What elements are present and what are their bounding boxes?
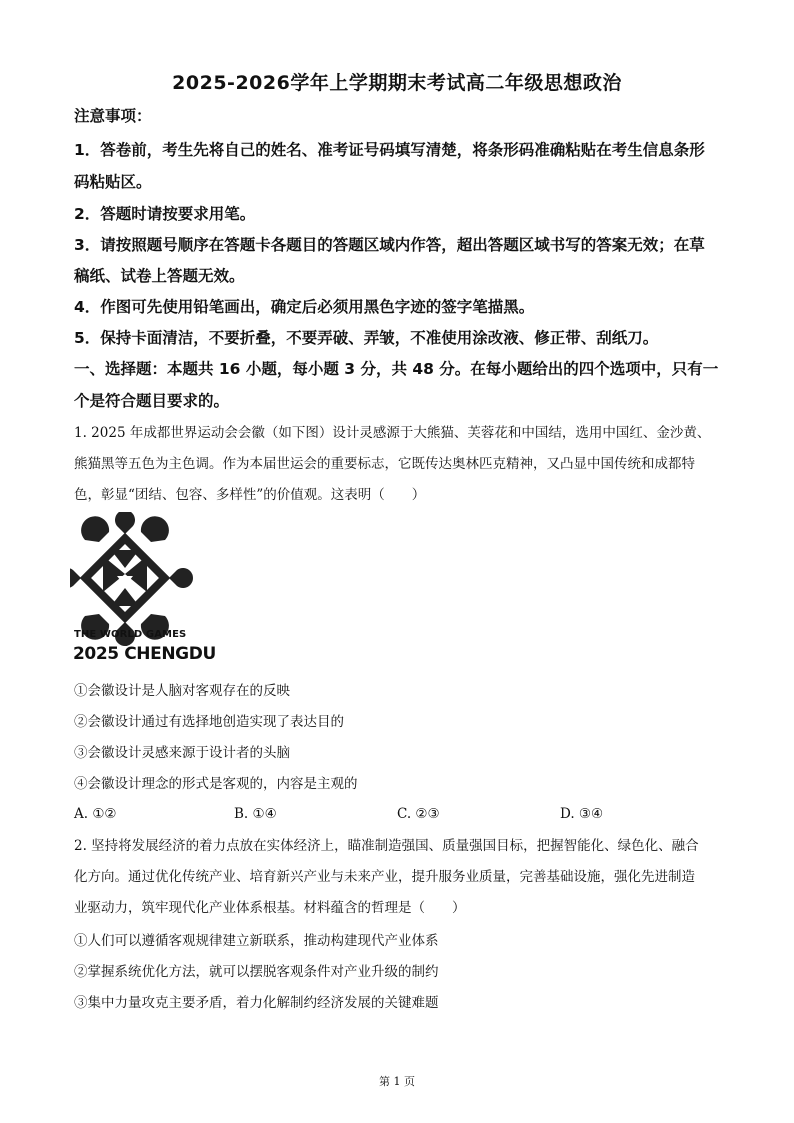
question-2-statement: ③集中力量攻克主要矛盾，着力化解制约经济发展的关键难题: [74, 995, 439, 1011]
question-1-statement: ②会徽设计通过有选择地创造实现了表达目的: [74, 714, 344, 730]
option-c[interactable]: C. ②③: [397, 806, 440, 822]
question-2-stem: 化方向。通过优化传统产业、培育新兴产业与未来产业，提升服务业质量，完善基础设施，强化先进制造: [74, 869, 695, 885]
notice-line: 2．答题时请按要求用笔。: [74, 205, 256, 223]
notice-line: 稿纸、试卷上答题无效。: [74, 267, 245, 285]
question-1-options: [74, 806, 724, 832]
question-1-statement: ①会徽设计是人脑对客观存在的反映: [74, 683, 290, 699]
notice-line: 5．保持卡面清洁，不要折叠，不要弄破、弄皱，不准使用涂改液、修正带、刮纸刀。: [74, 329, 659, 347]
question-1-statement: ④会徽设计理念的形式是客观的，内容是主观的: [74, 776, 358, 792]
emblem-caption-line-1: THE WORLD GAMES: [74, 629, 187, 640]
question-2-stem: 2. 坚持将发展经济的着力点放在实体经济上，瞄准制造强国、质量强国目标，把握智能化、绿色化、融合: [74, 838, 699, 854]
question-1-stem: 色，彰显“团结、包容、多样性”的价值观。这表明（ ）: [74, 487, 426, 503]
notice-line: 码粘贴区。: [74, 173, 152, 191]
question-2-statement: ①人们可以遵循客观规律建立新联系，推动构建现代产业体系: [74, 933, 439, 949]
notice-heading: 注意事项：: [74, 107, 152, 125]
page-title: 2025-2026学年上学期期末考试高二年级思想政治: [172, 72, 622, 94]
question-2-statement: ②掌握系统优化方法，就可以摆脱客观条件对产业升级的制约: [74, 964, 439, 980]
emblem-caption-line-2: 2025 CHENGDU: [73, 644, 216, 664]
section-heading: 个是符合题目要求的。: [74, 392, 230, 410]
option-a[interactable]: A. ①②: [74, 806, 117, 822]
question-1-stem: 熊猫黑等五色为主色调。作为本届世运会的重要标志，它既传达奥林匹克精神，又凸显中国传统和成都特: [74, 456, 695, 472]
question-1-stem: 1. 2025 年成都世界运动会会徽（如下图）设计灵感源于大熊猫、芙蓉花和中国结，选用中国红、金沙黄、: [74, 425, 711, 441]
question-2-stem: 业驱动力，筑牢现代化产业体系根基。材料蕴含的哲理是（ ）: [74, 900, 466, 916]
question-1-statement: ③会徽设计灵感来源于设计者的头脑: [74, 745, 290, 761]
option-d[interactable]: D. ③④: [560, 806, 604, 822]
notice-line: 1．答卷前，考生先将自己的姓名、准考证号码填写清楚，将条形码准确粘贴在考生信息条形: [74, 141, 705, 159]
notice-line: 3．请按照题号顺序在答题卡各题目的答题区域内作答，超出答题区域书写的答案无效；在草: [74, 236, 705, 254]
section-heading: 一、选择题：本题共 16 小题，每小题 3 分，共 48 分。在每小题给出的四个选项中，只有一: [74, 360, 719, 378]
page-number: 第 1 页: [379, 1075, 415, 1088]
option-b[interactable]: B. ①④: [234, 806, 277, 822]
notice-line: 4．作图可先使用铅笔画出，确定后必须用黑色字迹的签字笔描黑。: [74, 298, 535, 316]
